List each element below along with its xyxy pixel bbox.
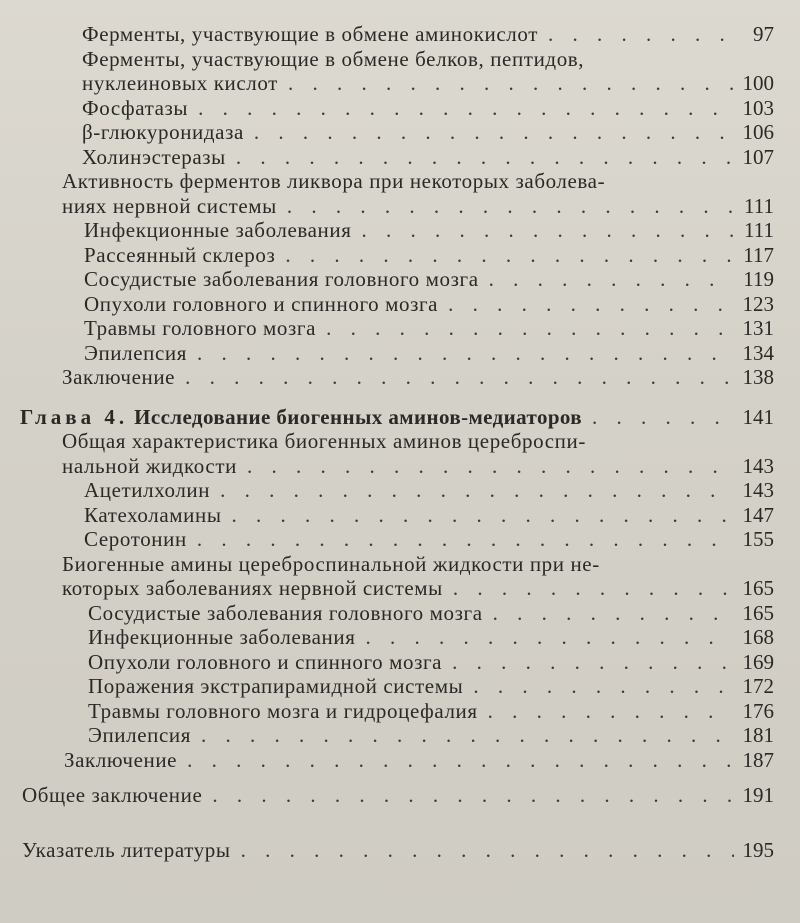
leader-dots <box>493 601 734 626</box>
page-number: 107 <box>742 144 774 169</box>
page-number: 165 <box>742 600 774 625</box>
leader-dots <box>197 527 734 552</box>
toc-entry-trauma-hydrocephalus <box>0 699 774 724</box>
entry-title: Сосудистые заболевания головного мозга <box>88 600 483 625</box>
page-number: 138 <box>742 365 774 389</box>
page-number: 176 <box>742 698 774 723</box>
toc-entry-csf-amines-diseases <box>0 552 774 601</box>
toc-entry-serotonin <box>0 527 774 552</box>
toc-entry-conclusion <box>0 365 774 390</box>
toc-entry-amines-characteristics <box>0 429 774 478</box>
page-number: 103 <box>742 95 774 120</box>
leader-dots <box>288 71 734 96</box>
entry-title-line1: Активность ферментов ликвора при некоторых заболева- <box>62 169 606 193</box>
leader-dots <box>488 699 734 724</box>
toc-entry-general-conclusion <box>0 783 774 808</box>
leader-dots <box>247 454 734 479</box>
page-number: 111 <box>744 193 774 218</box>
leader-dots <box>453 576 734 601</box>
page-number: 143 <box>742 478 774 502</box>
page-number: 131 <box>742 316 774 340</box>
page-number: 191 <box>742 783 774 807</box>
leader-dots <box>236 145 734 170</box>
leader-dots <box>285 243 734 268</box>
entry-title: Указатель литературы <box>22 837 231 862</box>
entry-title: Общее заключение <box>22 783 203 807</box>
leader-dots <box>452 650 734 675</box>
toc-entry-catecholamines <box>0 503 774 528</box>
toc-chapter-4 <box>0 405 774 430</box>
page-number: 168 <box>742 625 774 649</box>
entry-title: Заключение <box>62 365 176 389</box>
toc-entry-bibliography <box>0 838 774 863</box>
leader-dots <box>198 96 734 121</box>
page-number: 165 <box>742 576 774 600</box>
leader-dots <box>287 194 734 219</box>
toc-entry-vascular-diseases <box>0 267 774 292</box>
leader-dots <box>254 120 734 145</box>
entry-title: Эпилепсия <box>84 340 187 365</box>
entry-title-line2: нуклеиновых кислот <box>82 71 278 95</box>
entry-title: Катехоламины <box>84 502 222 527</box>
leader-dots <box>362 218 735 243</box>
page-number: 123 <box>742 291 774 316</box>
entry-title: Инфекционные заболевания <box>88 625 356 649</box>
toc-entry-tumors-2 <box>0 650 774 675</box>
entry-title: Поражения экстрапирамидной системы <box>88 674 464 698</box>
leader-dots <box>473 674 734 699</box>
leader-dots <box>448 292 734 317</box>
entry-title-line2: ниях нервной системы <box>62 193 277 218</box>
toc-entry-multiple-sclerosis <box>0 243 774 268</box>
toc-entry-csf-enzyme-activity <box>0 169 774 218</box>
entry-title: Ферменты, участвующие в обмене аминокислот <box>82 22 538 46</box>
toc-entry-infectious-diseases-2 <box>0 625 774 650</box>
entry-title: Сосудистые заболевания головного мозга <box>84 267 479 291</box>
page-number: 141 <box>742 404 774 429</box>
entry-title: Холинэстеразы <box>82 144 226 169</box>
toc-entry-cholinesterases <box>0 145 774 170</box>
page-number: 147 <box>742 502 774 527</box>
entry-title-line1: Биогенные амины цереброспинальной жидкости при не- <box>62 551 600 576</box>
toc-entry-acetylcholine <box>0 478 774 503</box>
chapter-label: Глава 4. <box>20 404 129 429</box>
page-number: 100 <box>742 71 774 95</box>
page-number: 143 <box>742 453 774 478</box>
entry-title-line2: нальной жидкости <box>62 453 237 478</box>
leader-dots <box>326 316 734 341</box>
page-number: 97 <box>753 22 774 46</box>
leader-dots <box>592 405 734 430</box>
page-number: 169 <box>742 649 774 674</box>
table-of-contents <box>0 22 800 862</box>
entry-title: Травмы головного мозга <box>84 316 317 340</box>
entry-title-line1: Общая характеристика биогенных аминов цереброспи- <box>62 429 586 453</box>
page-number: 134 <box>742 340 774 365</box>
leader-dots <box>220 478 734 503</box>
toc-entry-infectious-diseases <box>0 218 774 243</box>
page-number: 117 <box>743 242 774 267</box>
page-number: 119 <box>743 267 774 291</box>
toc-entry-epilepsy <box>0 341 774 366</box>
leader-dots <box>241 838 734 863</box>
leader-dots <box>197 341 734 366</box>
toc-entry-epilepsy-2 <box>0 723 774 748</box>
toc-entry-glucuronidase <box>0 120 774 145</box>
page-number: 111 <box>744 218 774 242</box>
leader-dots <box>366 625 735 650</box>
entry-title-line2: которых заболеваниях нервной системы <box>62 576 443 600</box>
toc-entry-vascular-diseases-2 <box>0 601 774 626</box>
entry-title: β-глюкуронидаза <box>82 120 244 144</box>
toc-entry-extrapyramidal <box>0 674 774 699</box>
entry-title: Серотонин <box>84 527 187 551</box>
entry-title: Фосфатазы <box>82 95 189 120</box>
leader-dots <box>489 267 734 292</box>
toc-entry-brain-trauma <box>0 316 774 341</box>
page-number: 181 <box>742 723 774 747</box>
toc-entry-conclusion-2 <box>0 748 774 773</box>
page-number: 106 <box>742 120 774 144</box>
toc-entry-protein-enzymes <box>0 47 774 96</box>
entry-title: Травмы головного мозга и гидроцефалия <box>88 698 478 723</box>
entry-title: Ацетилхолин <box>84 478 211 502</box>
entry-title: Эпилепсия <box>88 723 191 747</box>
toc-entry-amino-acid-enzymes <box>0 22 774 47</box>
leader-dots <box>187 748 734 773</box>
entry-title: Инфекционные заболевания <box>84 218 352 242</box>
leader-dots <box>548 22 734 47</box>
leader-dots <box>232 503 734 528</box>
page-number: 187 <box>742 747 774 772</box>
leader-dots <box>201 723 734 748</box>
entry-title-line1: Ферменты, участвующие в обмене белков, пептидов, <box>82 46 585 71</box>
entry-title: Рассеянный склероз <box>84 242 276 267</box>
chapter-title: Исследование биогенных аминов-медиаторов <box>134 404 583 429</box>
leader-dots <box>185 365 734 390</box>
page-number: 195 <box>742 837 774 862</box>
leader-dots <box>212 783 734 808</box>
page-number: 172 <box>742 674 774 698</box>
toc-entry-phosphatases <box>0 96 774 121</box>
page-number: 155 <box>742 527 774 551</box>
entry-title: Опухоли головного и спинного мозга <box>88 649 443 674</box>
entry-title: Заключение <box>64 747 178 772</box>
toc-entry-tumors <box>0 292 774 317</box>
entry-title: Опухоли головного и спинного мозга <box>84 291 439 316</box>
